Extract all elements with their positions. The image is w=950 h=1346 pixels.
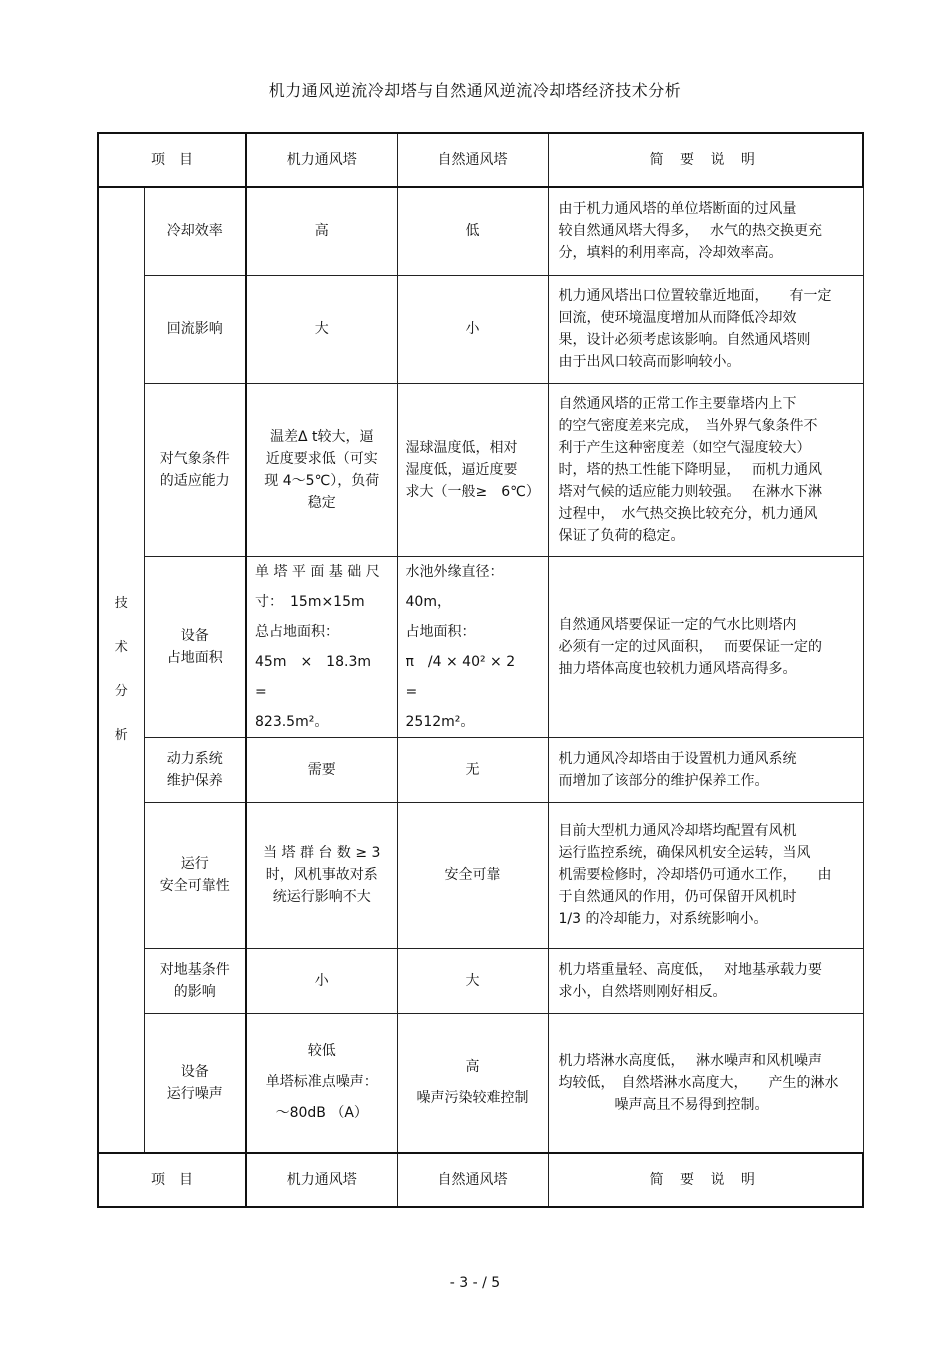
row-desc-line: 利于产生这种密度差（如空气湿度较大）	[558, 439, 811, 456]
row-natural-line: 高	[465, 1058, 480, 1075]
row-desc-line: 均较低， 自然塔淋水高度大， 产生的淋水	[558, 1074, 839, 1091]
row-desc-line: 时，塔的热工性能下降明显， 而机力通风	[558, 461, 822, 478]
row-mech-line: 近度要求低（可实	[265, 450, 378, 467]
row-mech-line: 大	[314, 321, 329, 337]
table-row	[98, 275, 863, 383]
footer-mech: 机力通风塔	[246, 1153, 397, 1207]
row-natural-line: 低	[465, 223, 480, 240]
row-natural-line: 水池外缘直径：	[405, 563, 504, 580]
document-title: 机力通风逆流冷却塔与自然通风逆流冷却塔经济技术分析	[268, 81, 682, 100]
row-mech	[246, 802, 397, 948]
row-desc	[548, 383, 863, 556]
row-desc-line: 噪声高且不易得到控制。	[558, 1096, 769, 1113]
row-desc-line: 由于出风口较高而影响较小。	[558, 354, 741, 370]
row-item-line: 运行噪声	[166, 1085, 223, 1102]
row-item-line: 的影响	[173, 983, 216, 1000]
comparison-table	[97, 132, 864, 1208]
row-natural-line: 噪声污染较难控制	[416, 1089, 529, 1106]
row-mech-line: ～80dB （A）	[275, 1105, 368, 1122]
row-natural-line: 安全可靠	[444, 867, 501, 883]
row-desc-line: 机力塔重量轻、高度低， 对地基承载力要	[558, 961, 822, 978]
table-row	[98, 737, 863, 802]
row-desc-line: 机力通风冷却塔由于设置机力通风系统	[558, 750, 797, 767]
row-mech-line: 单塔标准点噪声：	[265, 1074, 378, 1091]
row-desc-line: 必须有一定的过风面积， 而要保证一定的	[558, 638, 822, 655]
group-label-char: 术	[114, 640, 128, 655]
row-desc-line: 分，填料的利用率高，冷却效率高。	[558, 245, 783, 262]
row-natural-line: 湿球温度低，相对	[405, 439, 518, 456]
row-natural-line: π /4 × 40² × 2 =	[405, 653, 530, 700]
row-item	[144, 383, 246, 556]
row-mech-line: 稳定	[307, 494, 336, 511]
row-natural-line: 大	[465, 972, 480, 989]
row-mech-line: 总占地面积：	[255, 623, 339, 640]
row-mech-line: 小	[314, 972, 329, 989]
footer-desc: 简 要 说 明	[548, 1153, 863, 1207]
footer-item: 项 目	[98, 1153, 246, 1207]
row-desc	[548, 1013, 863, 1153]
row-natural	[397, 187, 548, 275]
group-label-char: 技	[114, 596, 128, 611]
row-natural	[397, 737, 548, 802]
row-desc	[548, 948, 863, 1013]
row-natural-line: 2512m²。	[405, 713, 475, 730]
row-desc-line: 机力塔淋水高度低， 淋水噪声和风机噪声	[558, 1052, 822, 1069]
row-desc	[548, 187, 863, 275]
table-row	[98, 556, 863, 737]
row-natural-line: 40m，	[405, 593, 451, 610]
row-item-line: 对地基条件	[159, 961, 230, 978]
table-body	[98, 187, 863, 1153]
table-row	[98, 948, 863, 1013]
page-number: - 3 - / 5	[449, 1275, 501, 1291]
row-natural-line: 占地面积：	[405, 623, 476, 640]
row-item	[144, 802, 246, 948]
row-desc-line: 于自然通风的作用，仍可保留开风机时	[558, 889, 797, 905]
row-item	[144, 737, 246, 802]
row-mech-line: 当 塔 群 台 数 ≥ 3	[263, 845, 381, 861]
row-natural-line: 求大（一般≥ 6℃）	[405, 483, 540, 500]
row-mech	[246, 383, 397, 556]
row-natural	[397, 556, 548, 737]
row-mech	[246, 737, 397, 802]
row-mech-line: 统运行影响不大	[272, 889, 371, 905]
row-item	[144, 556, 246, 737]
row-natural	[397, 948, 548, 1013]
row-desc-line: 保证了负荷的稳定。	[558, 527, 685, 544]
row-desc-line: 自然通风塔要保证一定的气水比则塔内	[558, 616, 797, 633]
header-mech: 机力通风塔	[246, 133, 397, 187]
row-mech	[246, 1013, 397, 1153]
row-desc-line: 机需要检修时，冷却塔仍可通水工作， 由	[558, 867, 832, 883]
row-mech-line: 45m × 18.3m =	[255, 653, 385, 700]
row-desc-line: 较自然通风塔大得多， 水气的热交换更充	[558, 223, 822, 240]
row-item-line: 安全可靠性	[159, 878, 230, 894]
row-mech-line: 现 4～5℃），负荷	[264, 472, 380, 489]
row-natural-line: 无	[465, 761, 480, 778]
row-item-line: 回流影响	[166, 321, 223, 337]
row-item	[144, 1013, 246, 1153]
row-mech	[246, 948, 397, 1013]
row-desc	[548, 802, 863, 948]
row-item	[144, 187, 246, 275]
group-label-char: 分	[114, 684, 128, 699]
row-item	[144, 948, 246, 1013]
row-mech-line: 寸： 15m×15m	[255, 593, 365, 610]
table-footer-row	[98, 1153, 863, 1207]
table-row	[98, 1013, 863, 1153]
row-desc-line: 而增加了该部分的维护保养工作。	[558, 772, 769, 789]
row-desc-line: 1/3 的冷却能力，对系统影响小。	[558, 911, 768, 927]
row-desc-line: 抽力塔体高度也较机力通风塔高得多。	[558, 660, 797, 677]
row-item-line: 设备	[180, 627, 209, 644]
row-item-line: 维护保养	[166, 772, 223, 789]
row-item	[144, 275, 246, 383]
row-desc-line: 目前大型机力通风冷却塔均配置有风机	[558, 823, 797, 839]
header-item: 项 目	[98, 133, 246, 187]
table-row	[98, 802, 863, 948]
row-desc-line: 运行监控系统，确保风机安全运转，当风	[558, 845, 811, 861]
row-mech	[246, 556, 397, 737]
row-item-line: 占地面积	[166, 649, 223, 666]
row-item-line: 对气象条件	[159, 450, 230, 467]
row-desc-line: 回流，使环境温度增加从而降低冷却效	[558, 310, 797, 326]
row-natural-line: 小	[465, 321, 480, 337]
row-desc-line: 果，设计必须考虑该影响。自然通风塔则	[558, 332, 811, 348]
row-desc-line: 塔对气候的适应能力则较强。 在淋水下淋	[558, 483, 822, 500]
row-natural	[397, 275, 548, 383]
row-item-line: 运行	[180, 856, 209, 872]
row-desc	[548, 737, 863, 802]
row-natural	[397, 383, 548, 556]
footer-natural: 自然通风塔	[397, 1153, 548, 1207]
group-label	[98, 187, 144, 1153]
row-desc	[548, 275, 863, 383]
row-item-line: 冷却效率	[166, 223, 223, 240]
table-row	[98, 187, 863, 275]
table-row	[98, 383, 863, 556]
row-mech-line: 需要	[307, 761, 336, 778]
row-mech-line: 较低	[307, 1043, 336, 1060]
row-mech-line: 时，风机事故对系	[265, 867, 378, 883]
row-desc-line: 机力通风塔出口位置较靠近地面， 有一定	[558, 288, 832, 304]
row-mech-line: 高	[314, 223, 329, 240]
row-item-line: 的适应能力	[159, 472, 230, 489]
row-desc-line: 求小，自然塔则刚好相反。	[558, 983, 727, 1000]
row-item-line: 动力系统	[166, 750, 223, 767]
group-label-char: 析	[114, 728, 128, 743]
header-natural: 自然通风塔	[397, 133, 548, 187]
table-header-row	[98, 133, 863, 187]
row-desc-line: 自然通风塔的正常工作主要靠塔内上下	[558, 395, 797, 412]
row-desc-line: 过程中， 水气热交换比较充分，机力通风	[558, 505, 818, 522]
row-natural-line: 湿度低，逼近度要	[405, 461, 518, 478]
row-item-line: 设备	[180, 1063, 209, 1080]
row-mech-line: 温差Δ t较大，逼	[269, 428, 374, 445]
header-desc: 简 要 说 明	[548, 133, 863, 187]
row-mech-line: 单 塔 平 面 基 础 尺	[255, 563, 380, 580]
row-mech	[246, 187, 397, 275]
row-desc	[548, 556, 863, 737]
row-desc-line: 的空气密度差来完成， 当外界气象条件不	[558, 417, 818, 434]
row-natural	[397, 1013, 548, 1153]
row-natural	[397, 802, 548, 948]
row-mech	[246, 275, 397, 383]
row-desc-line: 由于机力通风塔的单位塔断面的过风量	[558, 201, 797, 218]
row-mech-line: 823.5m²。	[255, 713, 329, 730]
